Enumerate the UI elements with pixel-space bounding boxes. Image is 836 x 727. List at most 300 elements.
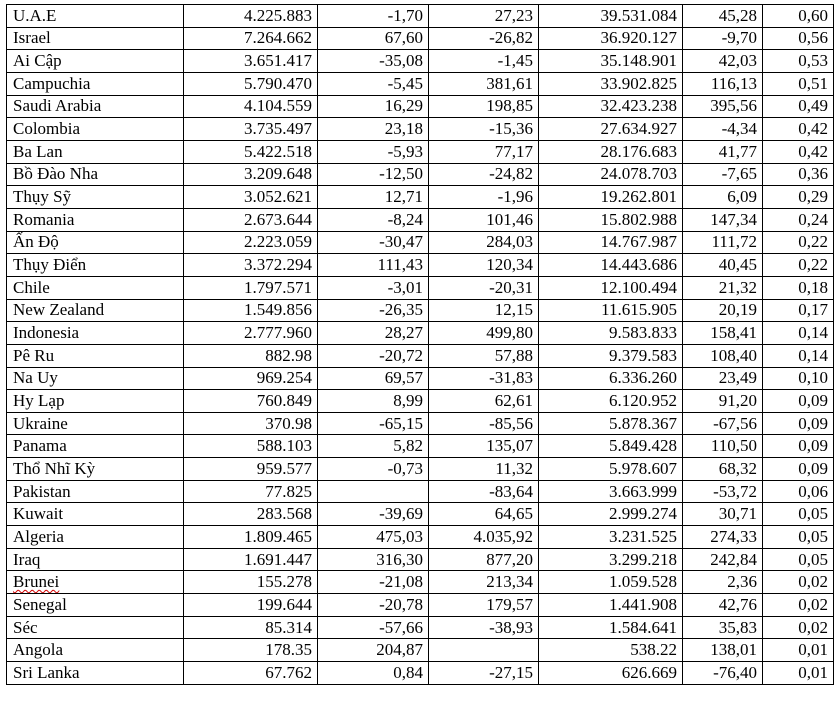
cell-value: -1,70 xyxy=(387,5,423,25)
cell-value: 381,61 xyxy=(486,73,533,93)
cell-value: 5.878.367 xyxy=(609,413,677,433)
cell-value: -5,93 xyxy=(387,141,423,161)
cell-value: 35.148.901 xyxy=(600,51,677,71)
table-row xyxy=(7,140,834,163)
country-name: Senegal xyxy=(13,594,67,614)
change-cell xyxy=(683,344,763,367)
cell-value: 204,87 xyxy=(376,640,423,660)
cell-value: 57,88 xyxy=(494,345,533,365)
table-row xyxy=(7,412,834,435)
cell-value: 882.98 xyxy=(265,345,312,365)
table-row xyxy=(7,344,834,367)
value-cell xyxy=(539,526,683,549)
change-cell xyxy=(429,231,539,254)
share-cell xyxy=(763,27,834,50)
value-cell xyxy=(184,5,318,28)
change-cell xyxy=(683,254,763,277)
cell-value: 199.644 xyxy=(256,594,312,614)
share-cell xyxy=(763,5,834,28)
cell-value: 24.078.703 xyxy=(600,164,677,184)
table-row xyxy=(7,208,834,231)
table-body xyxy=(7,5,834,685)
value-cell xyxy=(184,118,318,141)
country-cell xyxy=(7,299,184,322)
value-cell xyxy=(184,435,318,458)
country-cell xyxy=(7,367,184,390)
cell-value: 0,29 xyxy=(798,187,828,207)
table-row xyxy=(7,72,834,95)
cell-value: 108,40 xyxy=(710,345,757,365)
share-cell xyxy=(763,594,834,617)
country-cell xyxy=(7,344,184,367)
value-cell xyxy=(184,639,318,662)
cell-value: 45,28 xyxy=(718,5,757,25)
table-row xyxy=(7,50,834,73)
value-cell xyxy=(539,186,683,209)
country-cell xyxy=(7,276,184,299)
cell-value: -67,56 xyxy=(713,413,757,433)
cell-value: 64,65 xyxy=(494,504,533,524)
cell-value: -4,34 xyxy=(721,119,757,139)
cell-value: 0,22 xyxy=(798,255,828,275)
country-name: Colombia xyxy=(13,119,81,139)
change-cell xyxy=(683,662,763,685)
change-cell xyxy=(429,72,539,95)
cell-value: 101,46 xyxy=(486,209,533,229)
cell-value: 370.98 xyxy=(265,413,312,433)
cell-value: 36.920.127 xyxy=(600,28,677,48)
country-name: Brunei xyxy=(13,572,60,592)
change-cell xyxy=(683,480,763,503)
change-cell xyxy=(429,5,539,28)
cell-value: 28.176.683 xyxy=(600,141,677,161)
change-cell xyxy=(429,503,539,526)
table-row xyxy=(7,254,834,277)
change-cell xyxy=(429,95,539,118)
country-name: Hy Lạp xyxy=(13,390,65,410)
change-cell xyxy=(318,367,429,390)
cell-value: 2.673.644 xyxy=(244,209,312,229)
change-cell xyxy=(318,322,429,345)
change-cell xyxy=(683,50,763,73)
cell-value: 30,71 xyxy=(718,504,757,524)
country-name: Thụy Điển xyxy=(13,255,87,275)
country-cell xyxy=(7,639,184,662)
cell-value: -20,72 xyxy=(379,345,423,365)
country-name: Saudi Arabia xyxy=(13,96,102,116)
value-cell xyxy=(184,72,318,95)
value-cell xyxy=(184,548,318,571)
cell-value: 0,01 xyxy=(798,662,828,682)
change-cell xyxy=(318,548,429,571)
change-cell xyxy=(429,186,539,209)
country-name: Ai Cập xyxy=(13,51,62,71)
table-row xyxy=(7,276,834,299)
cell-value: 77.825 xyxy=(265,481,312,501)
change-cell xyxy=(429,322,539,345)
change-cell xyxy=(683,435,763,458)
table-row xyxy=(7,231,834,254)
cell-value: -65,15 xyxy=(379,413,423,433)
country-cell xyxy=(7,616,184,639)
country-cell xyxy=(7,72,184,95)
cell-value: -24,82 xyxy=(489,164,533,184)
cell-value: 1.809.465 xyxy=(244,526,312,546)
cell-value: 0,05 xyxy=(798,526,828,546)
change-cell xyxy=(318,458,429,481)
change-cell xyxy=(318,163,429,186)
change-cell xyxy=(318,662,429,685)
cell-value: 3.663.999 xyxy=(609,481,677,501)
change-cell xyxy=(318,480,429,503)
value-cell xyxy=(539,118,683,141)
cell-value: -27,15 xyxy=(489,662,533,682)
cell-value: 1.549.856 xyxy=(244,300,312,320)
change-cell xyxy=(429,435,539,458)
share-cell xyxy=(763,163,834,186)
country-cell xyxy=(7,140,184,163)
change-cell xyxy=(429,526,539,549)
country-name: Ukraine xyxy=(13,413,68,433)
cell-value: 538.22 xyxy=(630,640,677,660)
change-cell xyxy=(683,208,763,231)
share-cell xyxy=(763,140,834,163)
country-name: U.A.E xyxy=(13,5,57,25)
change-cell xyxy=(318,594,429,617)
table-row xyxy=(7,571,834,594)
cell-value: 14.443.686 xyxy=(600,255,677,275)
value-cell xyxy=(184,344,318,367)
value-cell xyxy=(539,231,683,254)
value-cell xyxy=(184,254,318,277)
table-row xyxy=(7,548,834,571)
change-cell xyxy=(318,140,429,163)
cell-value: -3,01 xyxy=(387,277,423,297)
cell-value: 179,57 xyxy=(486,594,533,614)
value-cell xyxy=(539,480,683,503)
change-cell xyxy=(429,662,539,685)
value-cell xyxy=(184,412,318,435)
country-name: Indonesia xyxy=(13,323,80,343)
cell-value: 135,07 xyxy=(486,436,533,456)
cell-value: 111,72 xyxy=(711,232,757,252)
cell-value: 499,80 xyxy=(486,323,533,343)
cell-value: 0,42 xyxy=(798,141,828,161)
cell-value: 5.849.428 xyxy=(609,436,677,456)
value-cell xyxy=(184,140,318,163)
cell-value: -15,36 xyxy=(489,119,533,139)
cell-value: -39,69 xyxy=(379,504,423,524)
change-cell xyxy=(318,639,429,662)
change-cell xyxy=(318,118,429,141)
change-cell xyxy=(318,50,429,73)
value-cell xyxy=(184,186,318,209)
country-cell xyxy=(7,322,184,345)
share-cell xyxy=(763,367,834,390)
cell-value: -85,56 xyxy=(489,413,533,433)
cell-value: -1,45 xyxy=(497,51,533,71)
change-cell xyxy=(683,27,763,50)
change-cell xyxy=(429,639,539,662)
cell-value: 42,76 xyxy=(718,594,757,614)
value-cell xyxy=(184,503,318,526)
cell-value: 40,45 xyxy=(718,255,757,275)
cell-value: 4.225.883 xyxy=(244,5,312,25)
change-cell xyxy=(683,458,763,481)
cell-value: 158,41 xyxy=(710,323,757,343)
cell-value: 3.231.525 xyxy=(609,526,677,546)
cell-value: 1.059.528 xyxy=(609,572,677,592)
value-cell xyxy=(539,662,683,685)
value-cell xyxy=(184,163,318,186)
cell-value: 0,01 xyxy=(798,640,828,660)
cell-value: 77,17 xyxy=(494,141,533,161)
country-cell xyxy=(7,95,184,118)
change-cell xyxy=(683,322,763,345)
value-cell xyxy=(539,639,683,662)
country-cell xyxy=(7,594,184,617)
table-row xyxy=(7,662,834,685)
cell-value: 5,82 xyxy=(393,436,423,456)
country-name: Pakistan xyxy=(13,481,71,501)
change-cell xyxy=(318,186,429,209)
cell-value: 1.584.641 xyxy=(609,617,677,637)
change-cell xyxy=(318,299,429,322)
change-cell xyxy=(683,186,763,209)
change-cell xyxy=(429,163,539,186)
value-cell xyxy=(539,276,683,299)
value-cell xyxy=(539,95,683,118)
cell-value: 32.423.238 xyxy=(600,96,677,116)
cell-value: 0,09 xyxy=(798,458,828,478)
cell-value: -30,47 xyxy=(379,232,423,252)
value-cell xyxy=(184,50,318,73)
cell-value: 3.651.417 xyxy=(244,51,312,71)
cell-value: 42,03 xyxy=(718,51,757,71)
change-cell xyxy=(429,458,539,481)
cell-value: 6.336.260 xyxy=(609,368,677,388)
change-cell xyxy=(683,72,763,95)
country-cell xyxy=(7,254,184,277)
country-cell xyxy=(7,27,184,50)
value-cell xyxy=(539,458,683,481)
change-cell xyxy=(318,5,429,28)
value-cell xyxy=(184,95,318,118)
country-name: Ba Lan xyxy=(13,141,63,161)
country-cell xyxy=(7,118,184,141)
table-row xyxy=(7,503,834,526)
share-cell xyxy=(763,616,834,639)
cell-value: 4.104.559 xyxy=(244,96,312,116)
cell-value: 0,05 xyxy=(798,504,828,524)
value-cell xyxy=(184,480,318,503)
share-cell xyxy=(763,231,834,254)
change-cell xyxy=(683,95,763,118)
table-row xyxy=(7,5,834,28)
change-cell xyxy=(683,140,763,163)
cell-value: -26,82 xyxy=(489,28,533,48)
cell-value: 213,34 xyxy=(486,572,533,592)
value-cell xyxy=(184,571,318,594)
country-cell xyxy=(7,435,184,458)
cell-value: 120,34 xyxy=(486,255,533,275)
change-cell xyxy=(683,571,763,594)
change-cell xyxy=(429,344,539,367)
change-cell xyxy=(429,571,539,594)
cell-value: -31,83 xyxy=(489,368,533,388)
cell-value: 0,53 xyxy=(798,51,828,71)
value-cell xyxy=(539,616,683,639)
cell-value: 4.035,92 xyxy=(473,526,533,546)
change-cell xyxy=(429,390,539,413)
cell-value: 0,02 xyxy=(798,594,828,614)
country-cell xyxy=(7,548,184,571)
cell-value: 11.615.905 xyxy=(601,300,677,320)
cell-value: -1,96 xyxy=(497,187,533,207)
table-row xyxy=(7,95,834,118)
change-cell xyxy=(683,594,763,617)
share-cell xyxy=(763,458,834,481)
cell-value: 0,06 xyxy=(798,481,828,501)
cell-value: 1.691.447 xyxy=(244,549,312,569)
change-cell xyxy=(318,526,429,549)
value-cell xyxy=(539,27,683,50)
share-cell xyxy=(763,390,834,413)
change-cell xyxy=(683,548,763,571)
cell-value: -35,08 xyxy=(379,51,423,71)
table-row xyxy=(7,480,834,503)
cell-value: 0,60 xyxy=(798,5,828,25)
change-cell xyxy=(683,5,763,28)
country-cell xyxy=(7,458,184,481)
cell-value: 0,14 xyxy=(798,323,828,343)
cell-value: 0,84 xyxy=(393,662,423,682)
cell-value: 9.583.833 xyxy=(609,323,677,343)
cell-value: 116,13 xyxy=(710,73,757,93)
cell-value: 969.254 xyxy=(256,368,312,388)
share-cell xyxy=(763,412,834,435)
country-cell xyxy=(7,503,184,526)
cell-value: 3.735.497 xyxy=(244,119,312,139)
cell-value: 155.278 xyxy=(256,572,312,592)
change-cell xyxy=(318,390,429,413)
cell-value: 0,24 xyxy=(798,209,828,229)
share-cell xyxy=(763,548,834,571)
table-row xyxy=(7,639,834,662)
cell-value: 11,32 xyxy=(495,458,533,478)
change-cell xyxy=(429,27,539,50)
cell-value: 19.262.801 xyxy=(600,187,677,207)
country-name: Na Uy xyxy=(13,368,58,388)
value-cell xyxy=(539,72,683,95)
value-cell xyxy=(539,503,683,526)
value-cell xyxy=(184,299,318,322)
value-cell xyxy=(539,208,683,231)
country-name: Thụy Sỹ xyxy=(13,187,72,207)
country-name: Sri Lanka xyxy=(13,662,80,682)
table-row xyxy=(7,458,834,481)
cell-value: 138,01 xyxy=(710,640,757,660)
cell-value: 110,50 xyxy=(710,436,757,456)
cell-value: 6,09 xyxy=(727,187,757,207)
change-cell xyxy=(318,231,429,254)
change-cell xyxy=(429,254,539,277)
cell-value: 5.978.607 xyxy=(609,458,677,478)
table-row xyxy=(7,526,834,549)
value-cell xyxy=(539,254,683,277)
value-cell xyxy=(539,367,683,390)
cell-value: 67.762 xyxy=(265,662,312,682)
cell-value: -83,64 xyxy=(489,481,533,501)
value-cell xyxy=(539,548,683,571)
change-cell xyxy=(683,163,763,186)
cell-value: 0,18 xyxy=(798,277,828,297)
country-cell xyxy=(7,5,184,28)
cell-value: 27.634.927 xyxy=(600,119,677,139)
country-name: Pê Ru xyxy=(13,345,55,365)
change-cell xyxy=(318,412,429,435)
share-cell xyxy=(763,72,834,95)
value-cell xyxy=(184,276,318,299)
value-cell xyxy=(539,390,683,413)
table-row xyxy=(7,594,834,617)
change-cell xyxy=(318,503,429,526)
cell-value: 85.314 xyxy=(265,617,312,637)
table-row xyxy=(7,299,834,322)
value-cell xyxy=(539,50,683,73)
change-cell xyxy=(429,50,539,73)
cell-value: 760.849 xyxy=(256,390,312,410)
value-cell xyxy=(184,367,318,390)
value-cell xyxy=(184,322,318,345)
cell-value: -5,45 xyxy=(387,73,423,93)
change-cell xyxy=(683,118,763,141)
share-cell xyxy=(763,254,834,277)
country-name: Algeria xyxy=(13,526,64,546)
cell-value: 316,30 xyxy=(376,549,423,569)
change-cell xyxy=(318,254,429,277)
table-row xyxy=(7,322,834,345)
cell-value: 23,49 xyxy=(718,368,757,388)
cell-value: 91,20 xyxy=(718,390,757,410)
cell-value: 12,71 xyxy=(384,187,423,207)
country-name: Thổ Nhĩ Kỳ xyxy=(13,458,96,478)
change-cell xyxy=(318,95,429,118)
cell-value: 178.35 xyxy=(265,640,312,660)
change-cell xyxy=(429,367,539,390)
change-cell xyxy=(429,616,539,639)
change-cell xyxy=(683,367,763,390)
cell-value: 35,83 xyxy=(718,617,757,637)
change-cell xyxy=(318,344,429,367)
change-cell xyxy=(318,616,429,639)
cell-value: 2,36 xyxy=(727,572,757,592)
cell-value: 15.802.988 xyxy=(600,209,677,229)
data-table xyxy=(6,4,834,685)
cell-value: 68,32 xyxy=(718,458,757,478)
share-cell xyxy=(763,662,834,685)
table-row xyxy=(7,616,834,639)
cell-value: 21,32 xyxy=(718,277,757,297)
cell-value: 0,56 xyxy=(798,28,828,48)
cell-value: 0,36 xyxy=(798,164,828,184)
cell-value: 0,05 xyxy=(798,549,828,569)
cell-value: 475,03 xyxy=(376,526,423,546)
cell-value: -26,35 xyxy=(379,300,423,320)
cell-value: 198,85 xyxy=(486,96,533,116)
value-cell xyxy=(539,594,683,617)
cell-value: 0,17 xyxy=(798,300,828,320)
